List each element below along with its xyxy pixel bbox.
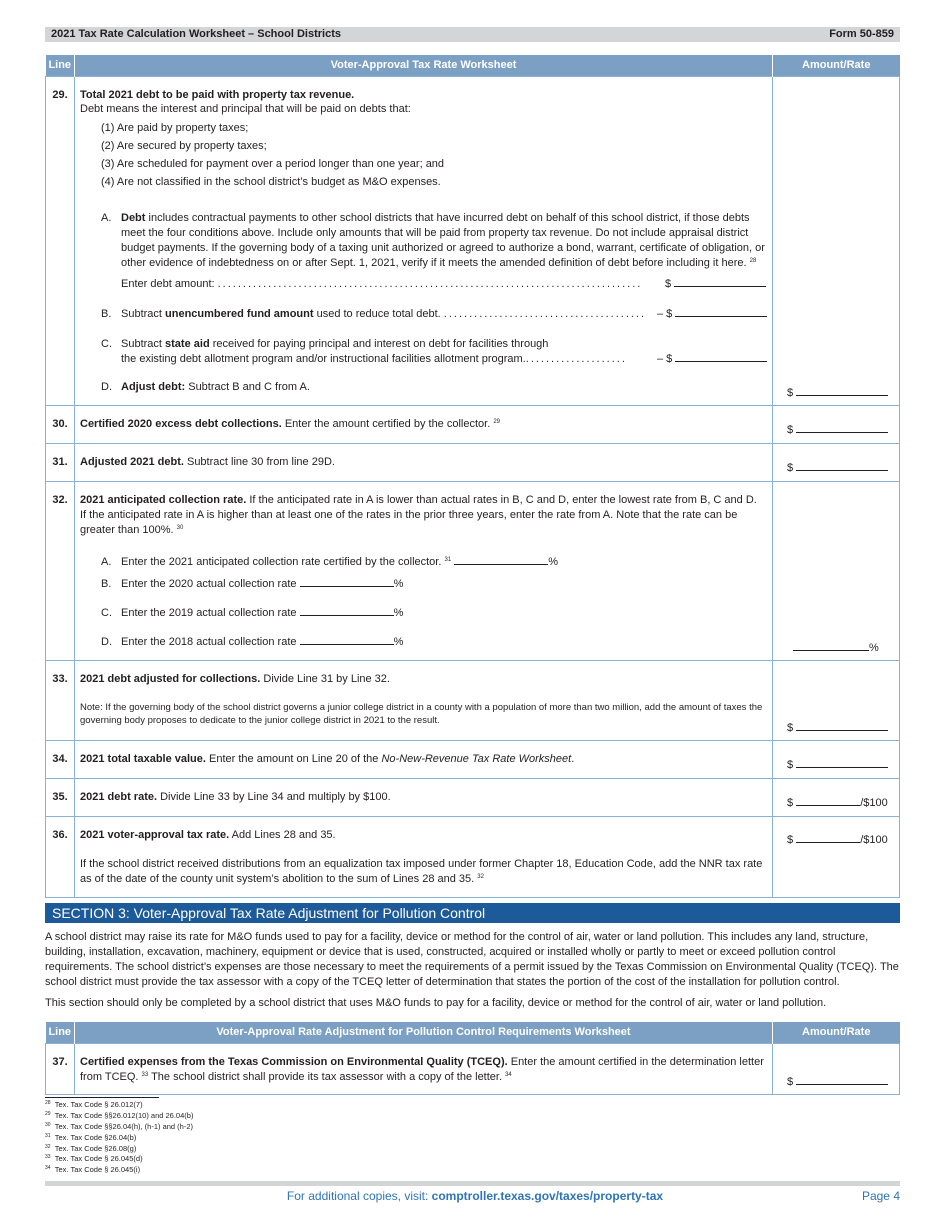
line-36-amount-cell xyxy=(773,816,900,897)
line-32a-text: Enter the 2021 anticipated collection rate certified by the collector. $^{31}$ % xyxy=(121,555,559,568)
line-35-rate-field[interactable]: $ /$100 xyxy=(787,796,888,809)
line-32b-text: Enter the 2020 actual collection rate % xyxy=(121,577,404,590)
line-29a-amount-field[interactable]: $ xyxy=(665,277,766,292)
voter-approval-worksheet-table xyxy=(45,55,900,898)
condition-4: (4) Are not classified in the school district’s budget as M&O expenses. xyxy=(101,175,441,188)
footer-bar xyxy=(45,1181,900,1186)
line-31-description: Adjusted 2021 debt. Subtract line 30 from line 29D. xyxy=(75,443,773,481)
line-30-amount-field[interactable]: $ xyxy=(787,423,888,438)
line-29a-letter: A. xyxy=(101,211,112,224)
line-29-intro: Debt means the interest and principal that will be paid on debts that: xyxy=(80,102,411,115)
line-29d-text: Adjust debt: Subtract B and C from A. xyxy=(121,380,310,393)
line-29-description xyxy=(75,76,773,405)
line-37-amount-cell xyxy=(773,1043,900,1094)
condition-2: (2) Are secured by property taxes; xyxy=(101,139,267,152)
section-3-banner: SECTION 3: Voter-Approval Tax Rate Adjustment for Pollution Control xyxy=(45,903,900,923)
line-30-description: Certified 2020 excess debt collections. Enter the amount certified by the collector. $^{29}$ xyxy=(75,405,773,443)
line-29c-letter: C. xyxy=(101,337,112,350)
line-32-description: 2021 anticipated collection rate. If the anticipated rate in A is lower than actual rates in B, C and D, enter the lowest rate from B, C and D. If the anticipated rate in A is higher than at least one of the rates in the prior three years, enter the rate from A. Note that the rate can be greater than 100%. $^{30}$ A. Enter the 2021 anticipated collection rate certified by the collector. $^{31}$ % B. Enter the 2020 actual collection rate % C. Enter the 2019 actual collection rate % D. Enter the 2018 actual collection rate % xyxy=(75,481,773,660)
line-29d-letter: D. xyxy=(101,380,112,393)
section-3-paragraph-1: A school district may raise its rate for M&O funds used to pay for a facility, device or method for the control of air, water or land pollution. This includes any land, structure, building, installation, excavation, machinery, equipment or device that is used, constructed, acquired or installed wholly or partly to meet or exceed pollution control requirements. The school district’s expenses are those necessary to meet the requirements of a permit issued by the Texas Commission on Environmental Quality (TCEQ). The school district must provide the tax assessor with a copy of the TCEQ letter of determination that states the portion of the cost of the installation for pollution control. xyxy=(45,931,899,988)
table-row xyxy=(46,660,900,740)
line-number: 30. xyxy=(46,405,75,443)
line-34-amount-cell xyxy=(773,740,900,778)
condition-3: (3) Are scheduled for payment over a period longer than one year; and xyxy=(101,157,445,170)
line-33-note: Note: If the governing body of the school district governs a junior college district in a county with a population of more than two million, add the amount of taxes the governing body proposes to dedicate to the junior college district in 2021 to the result. xyxy=(80,701,763,726)
line-29a-text: Debt includes contractual payments to other school districts that have incurred debt on behalf of this school district, if those debts meet the four conditions above. Include only amounts that will be paid from property tax revenue. Do not include appraisal district budget payments. If the governing body of a taxing unit authorized or agreed to authorize a bond, warrant, certificate of obligation, or other evidence of indebtedness on or after Sept. 1, 2021, verify if it meets the amended definition of debt before including it here. $^{28}$ xyxy=(121,211,765,270)
footnotes xyxy=(45,1097,193,1176)
table-row xyxy=(46,481,900,660)
table-row xyxy=(46,443,900,481)
line-32a-field[interactable] xyxy=(454,555,548,565)
table-header-row xyxy=(46,55,900,76)
footer-copies-text: For additional copies, visit: comptroller.texas.gov/taxes/property-tax xyxy=(286,1189,664,1203)
footnote: $^{32}$ Tex. Tax Code §26.08(g) xyxy=(45,1143,137,1153)
col-header-amount: Amount/Rate xyxy=(773,55,900,76)
line-36-para: If the school district received distributions from an equalization tax imposed under former Chapter 18, Education Code, add the NNR tax rate as of the date of the county unit system’s abolition to the sum of Lines 28 and 35. $^{32}$ xyxy=(80,857,763,885)
line-34-amount-field[interactable]: $ xyxy=(787,758,888,773)
footnote: $^{34}$ Tex. Tax Code § 26.045(i) xyxy=(45,1165,141,1175)
col-header-line: Line xyxy=(46,1022,75,1043)
footnote: $^{28}$ Tex. Tax Code § 26.012(7) xyxy=(45,1100,143,1109)
line-29-amount-cell xyxy=(773,76,900,405)
line-37-amount-field[interactable]: $ xyxy=(787,1075,888,1090)
line-32d-field[interactable] xyxy=(300,635,394,645)
table-row xyxy=(46,778,900,816)
line-33-amount-cell xyxy=(773,660,900,740)
line-number: 29. xyxy=(46,76,75,405)
line-32-amount-cell xyxy=(773,481,900,660)
form-title: 2021 Tax Rate Calculation Worksheet – School Districts xyxy=(51,27,341,40)
footnote: $^{33}$ Tex. Tax Code § 26.045(d) xyxy=(45,1154,143,1164)
line-30-amount-cell xyxy=(773,405,900,443)
line-36-rate-field[interactable]: $ /$100 xyxy=(787,833,888,846)
col-header-line: Line xyxy=(46,55,75,76)
line-35-description: 2021 debt rate. Divide Line 33 by Line 34 and multiply by $100. xyxy=(75,778,773,816)
line-29b-letter: B. xyxy=(101,307,112,320)
col-header-amount: Amount/Rate xyxy=(773,1022,900,1043)
line-29d-amount-field[interactable]: $ xyxy=(787,386,888,401)
line-35-amount-cell xyxy=(773,778,900,816)
footer-website-link[interactable]: comptroller.texas.gov/taxes/property-tax xyxy=(431,1189,664,1203)
line-31-amount-field[interactable]: $ xyxy=(787,461,888,476)
col-header-title: Voter-Approval Tax Rate Worksheet xyxy=(75,55,773,76)
table-row xyxy=(46,76,900,405)
line-33-description: 2021 debt adjusted for collections. Divide Line 31 by Line 32. Note: If the governing body of the school district governs a junior college district in a county with a population of more than two million, add the amount of taxes the governing body proposes to dedicate to the junior college district in 2021 to the result. xyxy=(75,660,773,740)
line-number: 36. xyxy=(46,816,75,897)
line-36-description: 2021 voter-approval tax rate. Add Lines 28 and 35. If the school district received distributions from an equalization tax imposed under former Chapter 18, Education Code, add the NNR tax rate as of the date of the county unit system’s abolition to the sum of Lines 28 and 35. $^{32}$ xyxy=(75,816,773,897)
line-37-description: Certified expenses from the Texas Commission on Environmental Quality (TCEQ). Enter the amount certified in the determination letter from TCEQ. $^{33}$ The school district shall provide its tax assessor with a copy of the letter. $^{34}$ xyxy=(75,1043,773,1094)
line-33-amount-field[interactable]: $ xyxy=(787,721,888,736)
line-32d-text: Enter the 2018 actual collection rate % xyxy=(121,635,404,648)
line-32-rate-field[interactable]: % xyxy=(793,641,879,656)
table-row xyxy=(46,405,900,443)
line-29c-amount-field[interactable]: – $ xyxy=(657,352,767,367)
line-number: 37. xyxy=(46,1043,75,1094)
line-31-amount-cell xyxy=(773,443,900,481)
line-34-description: 2021 total taxable value. Enter the amount on Line 20 of the No-New-Revenue Tax Rate Worksheet. xyxy=(75,740,773,778)
line-29b-amount-field[interactable]: – $ xyxy=(657,307,767,322)
line-29c-text-2: the existing debt allotment program and/or instructional facilities allotment program..................... xyxy=(121,352,627,365)
line-29b-text: Subtract unencumbered fund amount used to reduce total debt. ........................................ xyxy=(121,307,647,320)
col-header-title: Voter-Approval Rate Adjustment for Pollution Control Requirements Worksheet xyxy=(75,1022,773,1043)
page-number: Page 4 xyxy=(861,1189,900,1203)
table-row xyxy=(46,1043,900,1094)
line-29c-text: Subtract state aid received for paying principal and interest on debt for facilities through xyxy=(121,337,549,350)
footnote: $^{29}$ Tex. Tax Code §§26.012(10) and 26.04(b) xyxy=(45,1110,194,1120)
line-32b-field[interactable] xyxy=(300,577,394,587)
form-number: Form 50-859 xyxy=(829,27,894,40)
pollution-control-worksheet-table xyxy=(45,1022,900,1095)
footnote: $^{31}$ Tex. Tax Code §26.04(b) xyxy=(45,1132,137,1142)
table-row xyxy=(46,740,900,778)
line-number: 34. xyxy=(46,740,75,778)
table-row xyxy=(46,816,900,897)
section-3-paragraph-2: This section should only be completed by a school district that uses M&O funds to pay for a facility, device or method for the control of air, water or land pollution. xyxy=(45,997,827,1009)
condition-1: (1) Are paid by property taxes; xyxy=(101,121,249,134)
table-header-row xyxy=(46,1022,900,1043)
line-32c-field[interactable] xyxy=(300,606,394,616)
line-29-title: Total 2021 debt to be paid with property tax revenue. xyxy=(80,88,355,101)
line-number: 33. xyxy=(46,660,75,740)
line-29a-enter: Enter debt amount: .................................................................................... xyxy=(121,277,643,290)
line-number: 35. xyxy=(46,778,75,816)
line-32c-text: Enter the 2019 actual collection rate % xyxy=(121,606,404,619)
form-header-bar xyxy=(45,27,900,42)
footnote: $^{30}$ Tex. Tax Code §§26.04(h), (h-1) and (h-2) xyxy=(45,1121,194,1131)
line-number: 31. xyxy=(46,443,75,481)
line-number: 32. xyxy=(46,481,75,660)
